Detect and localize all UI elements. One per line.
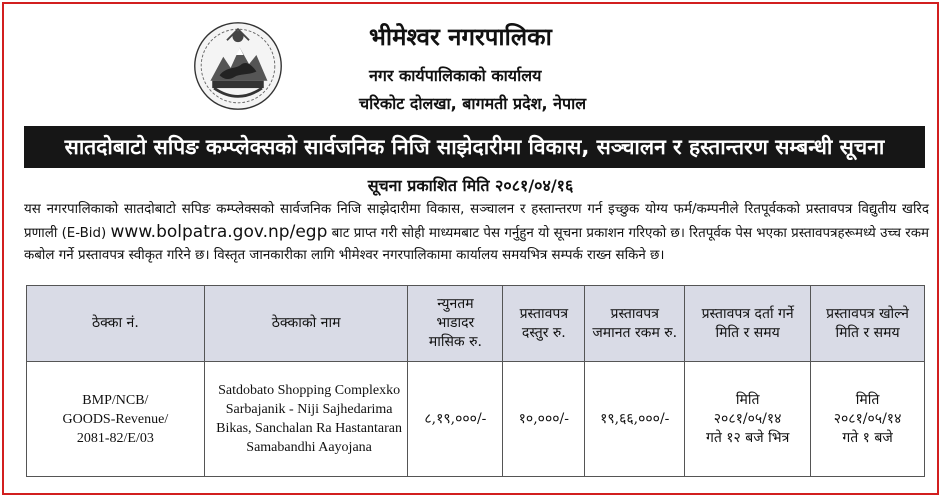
egp-url: www.bolpatra.gov.np/egp <box>110 222 328 242</box>
col-bid-fee: प्रस्तावपत्र दस्तुर रु. <box>503 286 585 362</box>
table-row <box>27 362 925 477</box>
cell-contract-name: Satdobato Shopping Complexko Sarbajanik - Niji Sajhedarima Bikas, Sanchalan Ra Hastantaran Samabandhi Aayojana <box>204 362 408 477</box>
cell-bid-fee: १०,०००/- <box>503 362 585 477</box>
notice-banner: सातदोबाटो सपिङ कम्प्लेक्सको सार्वजनिक निजि साझेदारीमा विकास, सञ्चालन र हस्तान्तरण सम्बन्धी सूचना <box>24 126 925 168</box>
cell-opening-date: मिति २०८१/०५/१४ गते १ बजे <box>811 362 925 477</box>
table-header-row <box>27 286 925 362</box>
notice-body-part1: यस नगरपालिकाको सातदोबाटो सपिङ कम्प्लेक्सको सार्वजनिक निजि साझेदारीमा विकास, सञ्चालन र हस्तान्तरण गर्न इच्छुक योग्य फर्म/कम्पनीले रितपूर्वकको प्रस्तावपत्र विद्युतीय खरिद प्रणाली (E-Bid) <box>24 202 929 241</box>
published-date: सूचना प्रकाशित मिति २०८१/०४/१६ <box>367 176 574 195</box>
notice-page <box>2 2 939 495</box>
org-title: भीमेश्वर नगरपालिका <box>369 23 552 51</box>
org-office: नगर कार्यपालिकाको कार्यालय <box>369 66 542 85</box>
notice-body-part2: बाट प्राप्त गरी सोही माध्यमबाट पेस गर्नुहुन यो सूचना प्रकाशन गरिएको छ। रितपूर्वक पेस भएका प्रस्तावपत्रहरूमध्ये उच्च रकम कबोल गर्ने प्रस्तावपत्र स्वीकृत गरिने छ। विस्तृत जानकारीका लागि भीमेश्वर नगरपालिकामा कार्यालय समयभित्र सम्पर्क राख्न सकिने छ। <box>24 226 930 263</box>
cell-bid-bond: १९,६६,०००/- <box>585 362 685 477</box>
col-contract-name: ठेक्काको नाम <box>204 286 408 362</box>
nepal-emblem-icon <box>192 20 284 112</box>
col-contract-no: ठेक्का नं. <box>27 286 205 362</box>
col-opening-date: प्रस्तावपत्र खोल्ने मिति र समय <box>811 286 925 362</box>
org-address: चरिकोट दोलखा, बागमती प्रदेश, नेपाल <box>359 94 587 113</box>
header <box>4 4 937 124</box>
cell-registration-date: मिति २०८१/०५/१४ गते १२ बजे भित्र <box>685 362 811 477</box>
tender-table <box>26 285 925 477</box>
cell-min-rent: ८,१९,०००/- <box>408 362 503 477</box>
col-bid-bond: प्रस्तावपत्र जमानत रकम रु. <box>585 286 685 362</box>
cell-contract-no: BMP/NCB/ GOODS-Revenue/ 2081-82/E/03 <box>27 362 205 477</box>
col-min-rent: न्युनतम भाडादर मासिक रु. <box>408 286 503 362</box>
notice-body <box>24 199 929 267</box>
col-registration-date: प्रस्तावपत्र दर्ता गर्ने मिति र समय <box>685 286 811 362</box>
